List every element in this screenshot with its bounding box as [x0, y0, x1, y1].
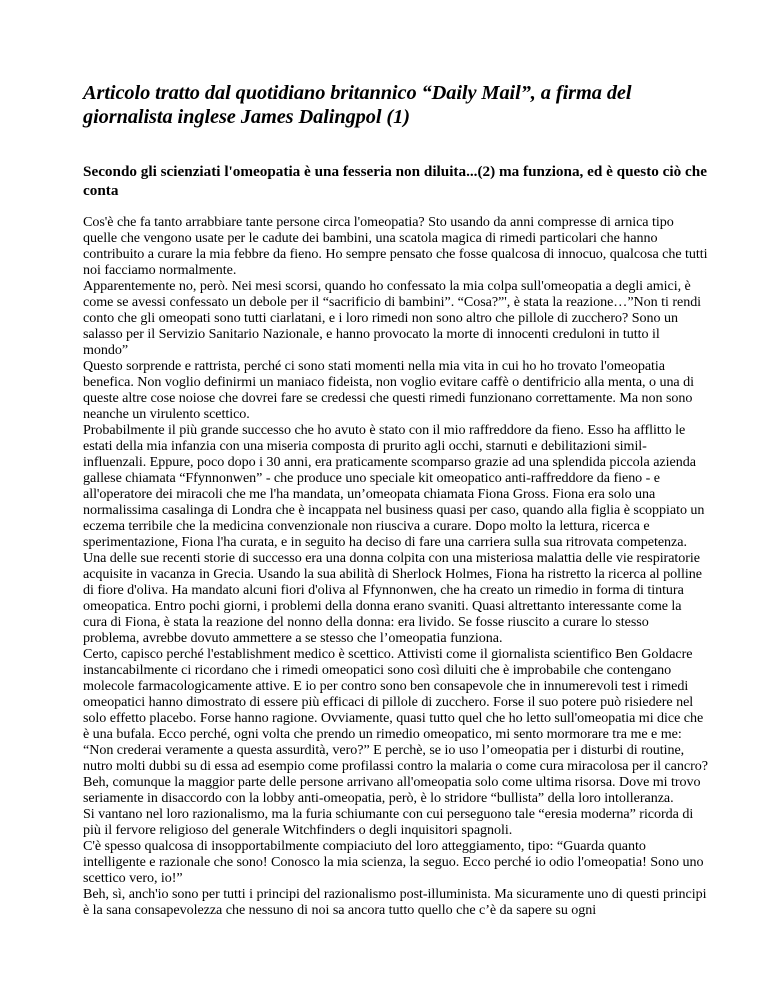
paragraph: Probabilmente il più grande successo che ho avuto è stato con il mio raffreddore da fieno. Esso ha afflitto le estati della mia infanzia con una miseria composta di prurito agli occhi, starnuti e debilitazioni simil-influenzali. Eppure, poco dopo i 30 anni, era praticamente scomparso grazie ad una splendida piccola azienda gallese chiamata “Ffynnonwen” - che produce uno speciale kit omeopatico anti-raffreddore da fieno - e all'operatore dei miracoli che me l'ha mandata, un’omeopata chiamata Fiona Gross. Fiona era solo una normalissima casalinga di Londra che è incappata nel business quasi per caso, quando alla figlia è scoppiato un eczema terribile che la medicina convenzionale non riusciva a curare. Dopo molto la lettura, ricerca e sperimentazione, Fiona l'ha curata, e in seguito ha deciso di fare una carriera sulla sua ritrovata competenza. Una delle sue recenti storie di successo era una donna colpita con una misteriosa malattia delle vie respiratorie acquisite in vacanza in Grecia. Usando la sua abilità di Sherlock Holmes, Fiona ha ristretto la ricerca al polline di fiore d'oliva. Ha mandato alcuni fiori d'oliva al Ffynnonwen, che ha creato un rimedio in forma di tintura omeopatica. Entro pochi giorni, i problemi della donna erano svaniti. Quasi altrettanto interessante come la cura di Fiona, è stata la reazione del nonno della donna: era livido. Se fosse riuscito a curare lo stesso problema, avrebbe dovuto ammettere a se stesso che l’omeopatia funziona.: [83, 422, 705, 646]
paragraph: Questo sorprende e rattrista, perché ci sono stati momenti nella mia vita in cui ho ho trovato l'omeopatia benefica. Non voglio definirmi un maniaco fideista, non voglio evitare caffè o dentifricio alla menta, o una di queste altre cose noiose che dovrei fare se credessi che questi rimedi funzionano correttamente. Ma non sono neanche un virulento scettico.: [83, 358, 694, 422]
paragraph: Certo, capisco perché l'establishment medico è scettico. Attivisti come il giornalista scientifico Ben Goldacre instancabilmente ci ricordano che i rimedi omeopatici sono così diluiti che è improbabile che contengano molecole farmacologicamente attive. E io per contro sono ben consapevole che in innumerevoli test i rimedi omeopatici hanno dimostrato di essere più efficaci di pillole di zucchero. Forse il suo potere può risiedere nel solo effetto placebo. Forse hanno ragione. Ovviamente, quasi tutto quel che ho letto sull'omeopatia mi dice che è una bufala. Ecco perché, ogni volta che prendo un rimedio omeopatico, mi sento mormorare tra me e me: “Non crederai veramente a questa assurdità, vero?” E perchè, se io uso l’omeopatia per i disturbi di routine, nutro molti dubbi su di essa ad esempio come profilassi contro la malaria o come cura miracolosa per il cancro? Beh, comunque la maggior parte delle persone arrivano all'omeopatia solo come ultima risorsa. Dove mi trovo seriamente in disaccordo con la lobby anti-omeopatia, però, è lo stridore “bullista” della loro intolleranza.: [83, 646, 708, 806]
article-subtitle: Secondo gli scienziati l'omeopatia è una fesseria non diluita...(2) ma funziona, ed è questo ciò che conta: [83, 163, 707, 199]
article-title: Articolo tratto dal quotidiano britannico “Daily Mail”, a firma del giornalista inglese James Dalingpol (1): [83, 82, 632, 128]
paragraph: Beh, sì, anch'io sono per tutti i principi del razionalismo post-illuminista. Ma sicuramente uno di questi principi è la sana consapevolezza che nessuno di noi sa ancora tutto quello che c’è da sapere su ogni: [83, 886, 707, 918]
article-body: [83, 214, 708, 918]
paragraph: Si vantano nel loro razionalismo, ma la furia schiumante con cui perseguono tale “eresia moderna” ricorda di più il fervore religioso del generale Witchfinders o degli inquisitori spagnoli.: [83, 806, 694, 838]
paragraph: Apparentemente no, però. Nei mesi scorsi, quando ho confessato la mia colpa sull'omeopatia a degli amici, è come se avessi confessato un debole per il “sacrificio di bambini”. “Cosa?”', è stata la reazione…”Non ti rendi conto che gli omeopati sono tutti ciarlatani, e i loro rimedi non sono altro che pillole di zucchero? Sono un salasso per il Servizio Sanitario Nazionale, e hanno provocato la morte di innocenti creduloni in tutto il mondo”: [83, 278, 702, 358]
paragraph: Cos'è che fa tanto arrabbiare tante persone circa l'omeopatia? Sto usando da anni compresse di arnica tipo quelle che vengono usate per le cadute dei bambini, una scatola magica di rimedi particolari che hanno contribuito a curare la mia febbre da fieno. Ho sempre pensato che fosse qualcosa di innocuo, qualcosa che tutti noi facciamo normalmente.: [83, 214, 708, 278]
paragraph: C'è spesso qualcosa di insopportabilmente compiaciuto del loro atteggiamento, tipo: “Guarda quanto intelligente e razionale che sono! Conosco la mia scienza, la seguo. Ecco perché io odio l'omeopatia! Sono uno scettico vero, io!”: [83, 838, 704, 886]
